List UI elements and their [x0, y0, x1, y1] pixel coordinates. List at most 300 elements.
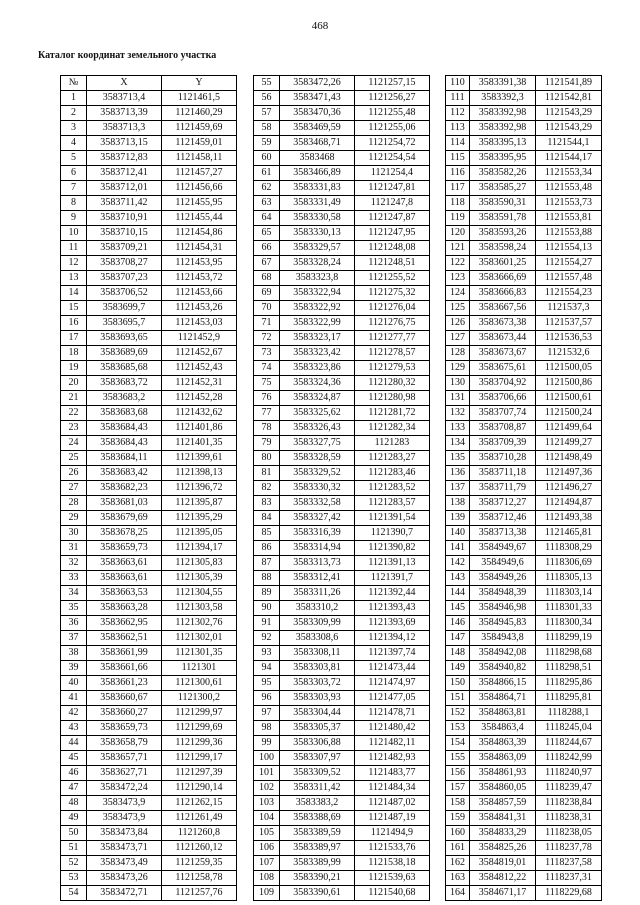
y-coordinate-cell: 1118305,13: [536, 571, 602, 586]
point-number-cell: 61: [254, 166, 280, 181]
x-coordinate-cell: 3583713,39: [87, 106, 162, 121]
table-row: [446, 451, 602, 466]
table-row: [254, 226, 430, 241]
y-coordinate-cell: 1121536,53: [536, 331, 602, 346]
y-coordinate-cell: 1121473,44: [355, 661, 430, 676]
table-row: [254, 781, 430, 796]
x-coordinate-cell: 3583657,71: [87, 751, 162, 766]
y-coordinate-cell: 1121539,63: [355, 871, 430, 886]
x-coordinate-cell: 3584949,26: [470, 571, 536, 586]
y-coordinate-cell: 1121255,52: [355, 271, 430, 286]
y-coordinate-cell: 1121499,64: [536, 421, 602, 436]
point-number-cell: 129: [446, 361, 470, 376]
point-number-cell: 11: [61, 241, 87, 256]
point-number-cell: 44: [61, 736, 87, 751]
point-number-cell: 76: [254, 391, 280, 406]
table-row: [446, 91, 602, 106]
x-coordinate-cell: 3583322,94: [280, 286, 355, 301]
table-row: [254, 301, 430, 316]
y-coordinate-cell: 1121257,15: [355, 76, 430, 91]
y-coordinate-cell: 1121262,15: [162, 796, 237, 811]
point-number-cell: 155: [446, 751, 470, 766]
point-number-cell: 48: [61, 796, 87, 811]
table-row: [446, 661, 602, 676]
y-coordinate-cell: 1121537,3: [536, 301, 602, 316]
table-row: [254, 826, 430, 841]
x-coordinate-cell: 3583666,83: [470, 286, 536, 301]
y-coordinate-cell: 1121557,48: [536, 271, 602, 286]
y-coordinate-cell: 1118238,05: [536, 826, 602, 841]
table-row: [61, 601, 237, 616]
x-coordinate-cell: 3583712,46: [470, 511, 536, 526]
table-row: [446, 586, 602, 601]
y-coordinate-cell: 1121278,57: [355, 346, 430, 361]
point-number-cell: 62: [254, 181, 280, 196]
table-row: [254, 271, 430, 286]
x-coordinate-cell: 3583713,4: [87, 91, 162, 106]
point-number-cell: 119: [446, 211, 470, 226]
x-coordinate-cell: 3583323,17: [280, 331, 355, 346]
point-number-cell: 118: [446, 196, 470, 211]
table-row: [61, 106, 237, 121]
x-coordinate-cell: 3583685,68: [87, 361, 162, 376]
table-row: [446, 811, 602, 826]
x-coordinate-cell: 3583390,21: [280, 871, 355, 886]
x-coordinate-cell: 3583323,86: [280, 361, 355, 376]
x-coordinate-cell: 3583466,89: [280, 166, 355, 181]
table-row: [61, 436, 237, 451]
point-number-cell: 126: [446, 316, 470, 331]
table-row: [446, 691, 602, 706]
y-coordinate-cell: 1121257,76: [162, 886, 237, 901]
x-coordinate-cell: 3583311,26: [280, 586, 355, 601]
point-number-cell: 26: [61, 466, 87, 481]
point-number-cell: 27: [61, 481, 87, 496]
table-row: [446, 481, 602, 496]
point-number-cell: 93: [254, 646, 280, 661]
x-coordinate-cell: 3583695,7: [87, 316, 162, 331]
table-row: [446, 856, 602, 871]
y-coordinate-cell: 1121395,05: [162, 526, 237, 541]
x-coordinate-cell: 3583707,23: [87, 271, 162, 286]
y-coordinate-cell: 1118303,14: [536, 586, 602, 601]
x-coordinate-cell: 3583708,87: [470, 421, 536, 436]
point-number-cell: 63: [254, 196, 280, 211]
table-row: [254, 436, 430, 451]
point-number-cell: 142: [446, 556, 470, 571]
point-number-cell: 19: [61, 361, 87, 376]
table-row: [61, 256, 237, 271]
point-number-cell: 112: [446, 106, 470, 121]
x-coordinate-cell: 3583329,52: [280, 466, 355, 481]
point-number-cell: 47: [61, 781, 87, 796]
x-coordinate-cell: 3583661,23: [87, 676, 162, 691]
y-coordinate-cell: 1118301,33: [536, 601, 602, 616]
x-coordinate-cell: 3583388,69: [280, 811, 355, 826]
table-row: [254, 286, 430, 301]
point-number-cell: 3: [61, 121, 87, 136]
point-number-cell: 106: [254, 841, 280, 856]
table-row: [61, 811, 237, 826]
point-number-cell: 94: [254, 661, 280, 676]
x-coordinate-cell: 3583713,3: [87, 121, 162, 136]
table-row: [254, 616, 430, 631]
y-coordinate-cell: 1121544,1: [536, 136, 602, 151]
point-number-cell: 151: [446, 691, 470, 706]
y-coordinate-cell: 1121255,48: [355, 106, 430, 121]
table-row: [446, 106, 602, 121]
x-coordinate-cell: 3583328,24: [280, 256, 355, 271]
point-number-cell: 55: [254, 76, 280, 91]
table-row: [254, 466, 430, 481]
table-row: [61, 376, 237, 391]
x-coordinate-cell: 3583326,43: [280, 421, 355, 436]
x-coordinate-cell: 3584946,98: [470, 601, 536, 616]
point-number-cell: 85: [254, 526, 280, 541]
table-row: [446, 466, 602, 481]
point-number-cell: 86: [254, 541, 280, 556]
table-row: [254, 766, 430, 781]
y-coordinate-cell: 1121500,86: [536, 376, 602, 391]
table-row: [446, 616, 602, 631]
table-row: [446, 631, 602, 646]
coordinates-table-2: [253, 75, 430, 901]
x-coordinate-cell: 3583660,67: [87, 691, 162, 706]
y-coordinate-cell: 1118237,58: [536, 856, 602, 871]
y-coordinate-cell: 1121283,27: [355, 451, 430, 466]
y-coordinate-cell: 1121299,36: [162, 736, 237, 751]
point-number-cell: 50: [61, 826, 87, 841]
y-coordinate-cell: 1121393,69: [355, 616, 430, 631]
table-row: [446, 871, 602, 886]
x-coordinate-cell: 3583327,42: [280, 511, 355, 526]
point-number-cell: 1: [61, 91, 87, 106]
y-coordinate-cell: 1118242,99: [536, 751, 602, 766]
point-number-cell: 100: [254, 751, 280, 766]
point-number-cell: 131: [446, 391, 470, 406]
table-row: [446, 886, 602, 901]
x-coordinate-cell: 3583473,9: [87, 796, 162, 811]
table-row: [446, 166, 602, 181]
table-row: [61, 886, 237, 901]
x-coordinate-cell: 3583331,49: [280, 196, 355, 211]
y-coordinate-cell: 1121553,73: [536, 196, 602, 211]
y-coordinate-cell: 1118237,78: [536, 841, 602, 856]
table-row: [61, 856, 237, 871]
table-row: [446, 151, 602, 166]
table-row: [61, 766, 237, 781]
y-coordinate-cell: 1121254,54: [355, 151, 430, 166]
point-number-cell: 148: [446, 646, 470, 661]
table-row: [254, 481, 430, 496]
table-row: [446, 211, 602, 226]
table-row: [446, 676, 602, 691]
y-coordinate-cell: 1121500,05: [536, 361, 602, 376]
table-row: [61, 526, 237, 541]
y-coordinate-cell: 1121494,9: [355, 826, 430, 841]
point-number-cell: 75: [254, 376, 280, 391]
point-number-cell: 73: [254, 346, 280, 361]
y-coordinate-cell: 1121254,4: [355, 166, 430, 181]
point-number-cell: 138: [446, 496, 470, 511]
point-number-cell: 122: [446, 256, 470, 271]
table-row: [61, 181, 237, 196]
point-number-cell: 35: [61, 601, 87, 616]
x-coordinate-cell: 3583661,66: [87, 661, 162, 676]
y-coordinate-cell: 1121258,78: [162, 871, 237, 886]
point-number-cell: 137: [446, 481, 470, 496]
x-coordinate-cell: 3583699,7: [87, 301, 162, 316]
point-number-cell: 130: [446, 376, 470, 391]
x-coordinate-cell: 3584861,93: [470, 766, 536, 781]
x-coordinate-cell: 3583304,44: [280, 706, 355, 721]
x-coordinate-cell: 3583473,26: [87, 871, 162, 886]
table-row: [446, 76, 602, 91]
table-row: [254, 706, 430, 721]
y-coordinate-cell: 1121494,87: [536, 496, 602, 511]
table-row: [61, 91, 237, 106]
point-number-cell: 113: [446, 121, 470, 136]
x-coordinate-cell: 3583627,71: [87, 766, 162, 781]
y-coordinate-cell: 1118237,31: [536, 871, 602, 886]
x-coordinate-cell: 3583683,2: [87, 391, 162, 406]
y-coordinate-cell: 1121554,27: [536, 256, 602, 271]
table-row: [61, 271, 237, 286]
table-body: [61, 91, 237, 901]
point-number-cell: 40: [61, 676, 87, 691]
x-coordinate-cell: 3583324,87: [280, 391, 355, 406]
y-coordinate-cell: 1118244,67: [536, 736, 602, 751]
point-number-cell: 92: [254, 631, 280, 646]
y-coordinate-cell: 1121259,35: [162, 856, 237, 871]
point-number-cell: 7: [61, 181, 87, 196]
y-coordinate-cell: 1121543,29: [536, 106, 602, 121]
point-number-cell: 80: [254, 451, 280, 466]
y-coordinate-cell: 1121554,13: [536, 241, 602, 256]
point-number-cell: 141: [446, 541, 470, 556]
table-row: [61, 841, 237, 856]
y-coordinate-cell: 1121553,48: [536, 181, 602, 196]
point-number-cell: 140: [446, 526, 470, 541]
point-number-cell: 6: [61, 166, 87, 181]
table-row: [446, 316, 602, 331]
table-row: [61, 826, 237, 841]
x-coordinate-cell: 3583303,93: [280, 691, 355, 706]
y-coordinate-cell: 1121482,93: [355, 751, 430, 766]
y-coordinate-cell: 1121391,7: [355, 571, 430, 586]
table-row: [254, 661, 430, 676]
table-row: [61, 871, 237, 886]
x-coordinate-cell: 3584940,82: [470, 661, 536, 676]
point-number-cell: 135: [446, 451, 470, 466]
point-number-cell: 24: [61, 436, 87, 451]
point-number-cell: 67: [254, 256, 280, 271]
point-number-cell: 2: [61, 106, 87, 121]
x-coordinate-cell: 3583473,9: [87, 811, 162, 826]
table-row: [254, 541, 430, 556]
y-coordinate-cell: 1121455,95: [162, 196, 237, 211]
table-row: [254, 526, 430, 541]
y-coordinate-cell: 1121454,31: [162, 241, 237, 256]
x-coordinate-cell: 3584863,4: [470, 721, 536, 736]
point-number-cell: 90: [254, 601, 280, 616]
y-coordinate-cell: 1121301,35: [162, 646, 237, 661]
y-coordinate-cell: 1121248,08: [355, 241, 430, 256]
y-coordinate-cell: 1121541,89: [536, 76, 602, 91]
x-coordinate-cell: 3583704,92: [470, 376, 536, 391]
x-coordinate-cell: 3583392,3: [470, 91, 536, 106]
x-coordinate-cell: 3583313,73: [280, 556, 355, 571]
table-row: [61, 736, 237, 751]
point-number-cell: 8: [61, 196, 87, 211]
y-coordinate-cell: 1121493,38: [536, 511, 602, 526]
table-row: [61, 496, 237, 511]
table-row: [254, 751, 430, 766]
point-number-cell: 45: [61, 751, 87, 766]
point-number-cell: 136: [446, 466, 470, 481]
x-coordinate-cell: 3584863,81: [470, 706, 536, 721]
point-number-cell: 42: [61, 706, 87, 721]
point-number-cell: 10: [61, 226, 87, 241]
x-coordinate-cell: 3583673,44: [470, 331, 536, 346]
y-coordinate-cell: 1121300,2: [162, 691, 237, 706]
x-coordinate-cell: 3583327,75: [280, 436, 355, 451]
table-row: [61, 121, 237, 136]
point-number-cell: 39: [61, 661, 87, 676]
x-coordinate-cell: 3583659,73: [87, 721, 162, 736]
table-row: [254, 166, 430, 181]
point-number-cell: 28: [61, 496, 87, 511]
point-number-cell: 29: [61, 511, 87, 526]
y-coordinate-cell: 1121538,18: [355, 856, 430, 871]
x-coordinate-cell: 3584825,26: [470, 841, 536, 856]
x-coordinate-cell: 3583389,97: [280, 841, 355, 856]
table-row: [446, 796, 602, 811]
point-number-cell: 108: [254, 871, 280, 886]
point-number-cell: 87: [254, 556, 280, 571]
table-row: [446, 181, 602, 196]
point-number-cell: 30: [61, 526, 87, 541]
x-coordinate-cell: 3583683,68: [87, 406, 162, 421]
table-row: [446, 556, 602, 571]
point-number-cell: 164: [446, 886, 470, 901]
table-row: [254, 556, 430, 571]
point-number-cell: 111: [446, 91, 470, 106]
table-row: [254, 676, 430, 691]
x-coordinate-cell: 3583708,27: [87, 256, 162, 271]
x-coordinate-cell: 3583314,94: [280, 541, 355, 556]
x-coordinate-cell: 3583683,42: [87, 466, 162, 481]
y-coordinate-cell: 1121260,12: [162, 841, 237, 856]
y-coordinate-cell: 1121260,8: [162, 826, 237, 841]
point-number-cell: 115: [446, 151, 470, 166]
x-coordinate-cell: 3583324,36: [280, 376, 355, 391]
x-coordinate-cell: 3583663,61: [87, 556, 162, 571]
x-coordinate-cell: 3583663,53: [87, 586, 162, 601]
point-number-cell: 38: [61, 646, 87, 661]
y-coordinate-cell: 1121553,81: [536, 211, 602, 226]
point-number-cell: 37: [61, 631, 87, 646]
point-number-cell: 58: [254, 121, 280, 136]
x-coordinate-cell: 3583582,26: [470, 166, 536, 181]
y-coordinate-cell: 1121484,34: [355, 781, 430, 796]
table-row: [446, 706, 602, 721]
x-coordinate-cell: 3583585,27: [470, 181, 536, 196]
y-coordinate-cell: 1121459,01: [162, 136, 237, 151]
x-coordinate-cell: 3583711,18: [470, 466, 536, 481]
x-coordinate-cell: 3583395,95: [470, 151, 536, 166]
y-coordinate-cell: 1121395,29: [162, 511, 237, 526]
y-coordinate-cell: 1121256,27: [355, 91, 430, 106]
x-coordinate-cell: 3584671,17: [470, 886, 536, 901]
y-coordinate-cell: 1121397,74: [355, 646, 430, 661]
y-coordinate-cell: 1121281,72: [355, 406, 430, 421]
number-column-header: №: [61, 76, 87, 91]
y-coordinate-cell: 1121283: [355, 436, 430, 451]
table-row: [446, 346, 602, 361]
table-row: [446, 121, 602, 136]
point-number-cell: 12: [61, 256, 87, 271]
y-coordinate-cell: 1121247,81: [355, 181, 430, 196]
y-coordinate-cell: 1121276,75: [355, 316, 430, 331]
point-number-cell: 59: [254, 136, 280, 151]
point-number-cell: 96: [254, 691, 280, 706]
point-number-cell: 153: [446, 721, 470, 736]
y-coordinate-cell: 1118240,97: [536, 766, 602, 781]
point-number-cell: 36: [61, 616, 87, 631]
x-coordinate-cell: 3583309,52: [280, 766, 355, 781]
x-coordinate-cell: 3583666,69: [470, 271, 536, 286]
y-coordinate-cell: 1121499,27: [536, 436, 602, 451]
x-coordinate-cell: 3583392,98: [470, 121, 536, 136]
point-number-cell: 159: [446, 811, 470, 826]
table-row: [446, 826, 602, 841]
x-coordinate-cell: 3583312,41: [280, 571, 355, 586]
x-coordinate-cell: 3584949,6: [470, 556, 536, 571]
y-coordinate-cell: 1121394,12: [355, 631, 430, 646]
table-row: [61, 616, 237, 631]
x-coordinate-cell: 3584812,22: [470, 871, 536, 886]
point-number-cell: 41: [61, 691, 87, 706]
point-number-cell: 46: [61, 766, 87, 781]
x-coordinate-cell: 3583472,24: [87, 781, 162, 796]
y-coordinate-cell: 1121457,27: [162, 166, 237, 181]
point-number-cell: 49: [61, 811, 87, 826]
x-coordinate-cell: 3583308,6: [280, 631, 355, 646]
y-coordinate-cell: 1121533,76: [355, 841, 430, 856]
x-coordinate-cell: 3584943,8: [470, 631, 536, 646]
table-row: [254, 736, 430, 751]
table-row: [61, 511, 237, 526]
point-number-cell: 95: [254, 676, 280, 691]
table-row: [446, 241, 602, 256]
table-row: [61, 466, 237, 481]
x-coordinate-cell: 3583473,84: [87, 826, 162, 841]
y-coordinate-cell: 1121453,26: [162, 301, 237, 316]
y-coordinate-cell: 1121299,97: [162, 706, 237, 721]
x-coordinate-cell: 3583598,24: [470, 241, 536, 256]
table-row: [61, 556, 237, 571]
point-number-cell: 84: [254, 511, 280, 526]
point-number-cell: 13: [61, 271, 87, 286]
coordinates-table-1: [60, 75, 237, 901]
y-coordinate-cell: 1121299,69: [162, 721, 237, 736]
table-row: [254, 181, 430, 196]
point-number-cell: 97: [254, 706, 280, 721]
point-number-cell: 43: [61, 721, 87, 736]
x-coordinate-cell: 3584866,15: [470, 676, 536, 691]
table-row: [254, 376, 430, 391]
